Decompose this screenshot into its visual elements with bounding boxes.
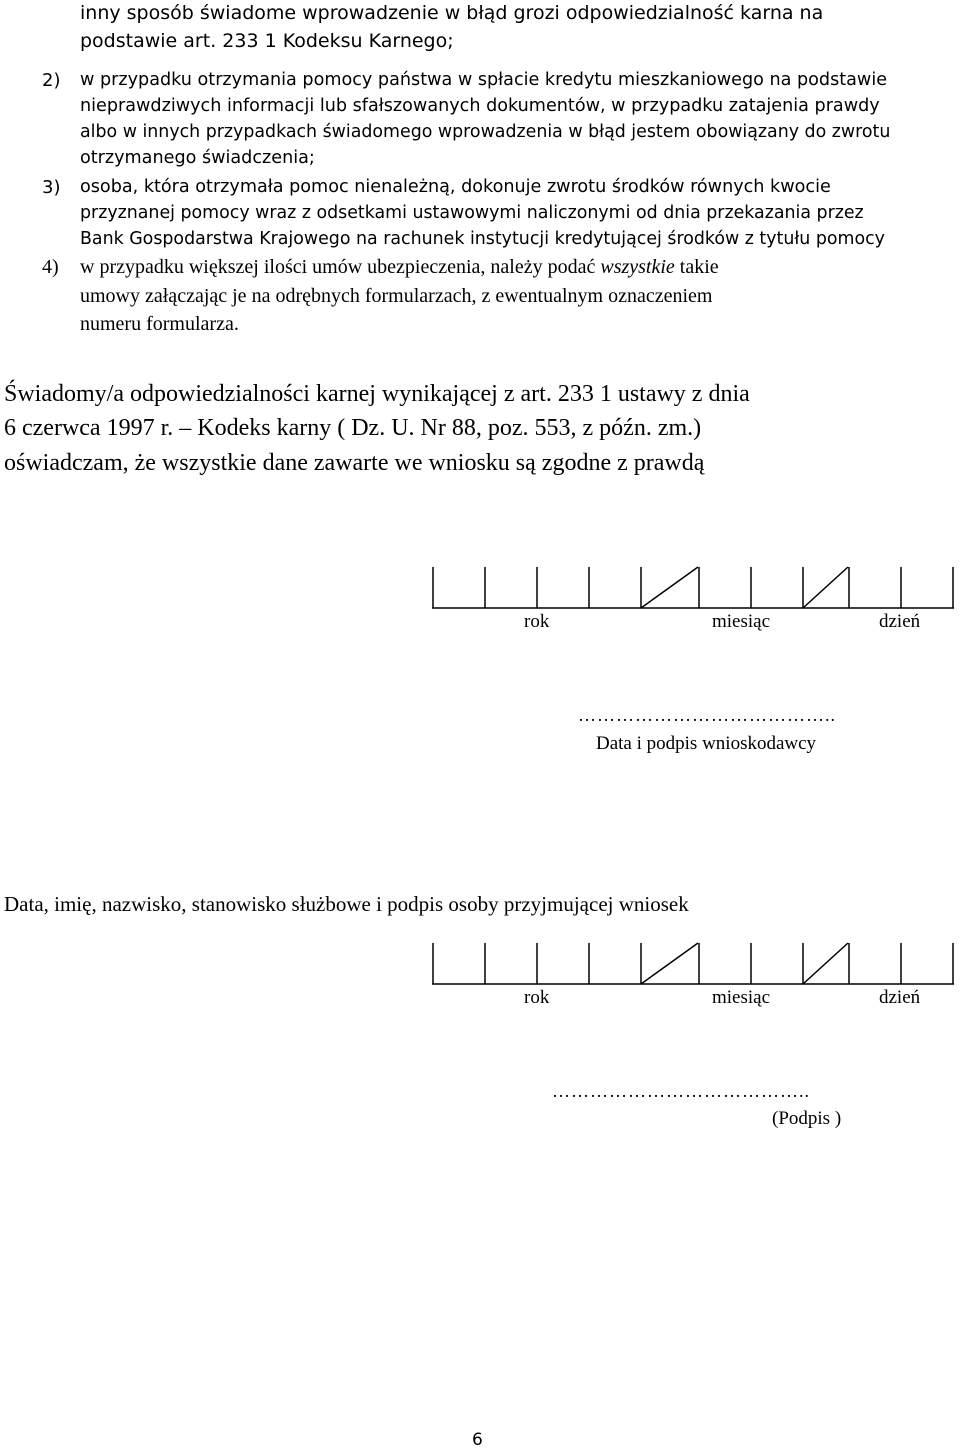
signature-label: Data i podpis wnioskodawcy (596, 733, 817, 754)
item2-number: 2) (42, 70, 61, 91)
item4-line1: w przypadku większej ilości umów ubezpieczenia, należy podać wszystkie takie (80, 256, 719, 278)
label-day: dzień (879, 987, 921, 1008)
item3-line1: osoba, która otrzymała pomoc nienależną, dokonuje zwrotu środków równych kwocie (80, 177, 831, 197)
label-year: rok (524, 611, 550, 632)
item1-line1: inny sposób świadome wprowadzenie w błąd grozi odpowiedzialność karna na (80, 2, 824, 24)
signature-dots: ………………………………….. (578, 705, 836, 725)
item4-number: 4) (42, 256, 59, 278)
item2-line4: otrzymanego świadczenia; (80, 148, 315, 168)
label-year: rok (524, 987, 550, 1008)
item3-line2: przyznanej pomocy wraz z odsetkami ustawowymi naliczonymi od dnia przekazania przez (80, 203, 864, 223)
item2-line3: albo w innych przypadkach świadomego wprowadzenia w błąd jestem obowiązany do zwrotu (80, 122, 891, 142)
date-grid (432, 565, 956, 610)
item1-line2: podstawie art. 233 1 Kodeksu Karnego; (80, 30, 454, 52)
date-input-applicant[interactable] (432, 565, 956, 610)
item2-line2: nieprawdziwych informacji lub sfałszowanych dokumentów, w przypadku zatajenia prawdy (80, 96, 880, 116)
item3-line3: Bank Gospodarstwa Krajowego na rachunek instytucji kredytującej środków z tytułu pomocy (80, 229, 885, 249)
label-month: miesiąc (712, 987, 771, 1008)
item4-line2: umowy załączając je na odrębnych formularzach, z ewentualnym oznaczeniem (80, 285, 713, 307)
declaration-line1: Świadomy/a odpowiedzialności karnej wynikającej z art. 233 1 ustawy z dnia (4, 381, 750, 407)
label-day: dzień (879, 611, 921, 632)
signature-label: (Podpis ) (772, 1108, 842, 1129)
signature-dots: ………………………………….. (552, 1081, 810, 1101)
item3-number: 3) (42, 177, 61, 198)
date-input-receiver[interactable] (432, 941, 956, 986)
date-grid (432, 941, 956, 986)
receiver-label: Data, imię, nazwisko, stanowisko służbowe i podpis osoby przyjmującej wniosek (4, 892, 689, 916)
declaration-line3: oświadczam, że wszystkie dane zawarte we wniosku są zgodne z prawdą (4, 450, 705, 476)
declaration-line2: 6 czerwca 1997 r. – Kodeks karny ( Dz. U. Nr 88, poz. 553, z późn. zm.) (4, 415, 702, 441)
item4-line3: numeru formularza. (80, 313, 239, 335)
item2-line1: w przypadku otrzymania pomocy państwa w spłacie kredytu mieszkaniowego na podstawie (80, 70, 888, 90)
page-number: 6 (472, 1430, 483, 1450)
label-month: miesiąc (712, 611, 771, 632)
item4-emphasis: wszystkie (600, 256, 675, 278)
